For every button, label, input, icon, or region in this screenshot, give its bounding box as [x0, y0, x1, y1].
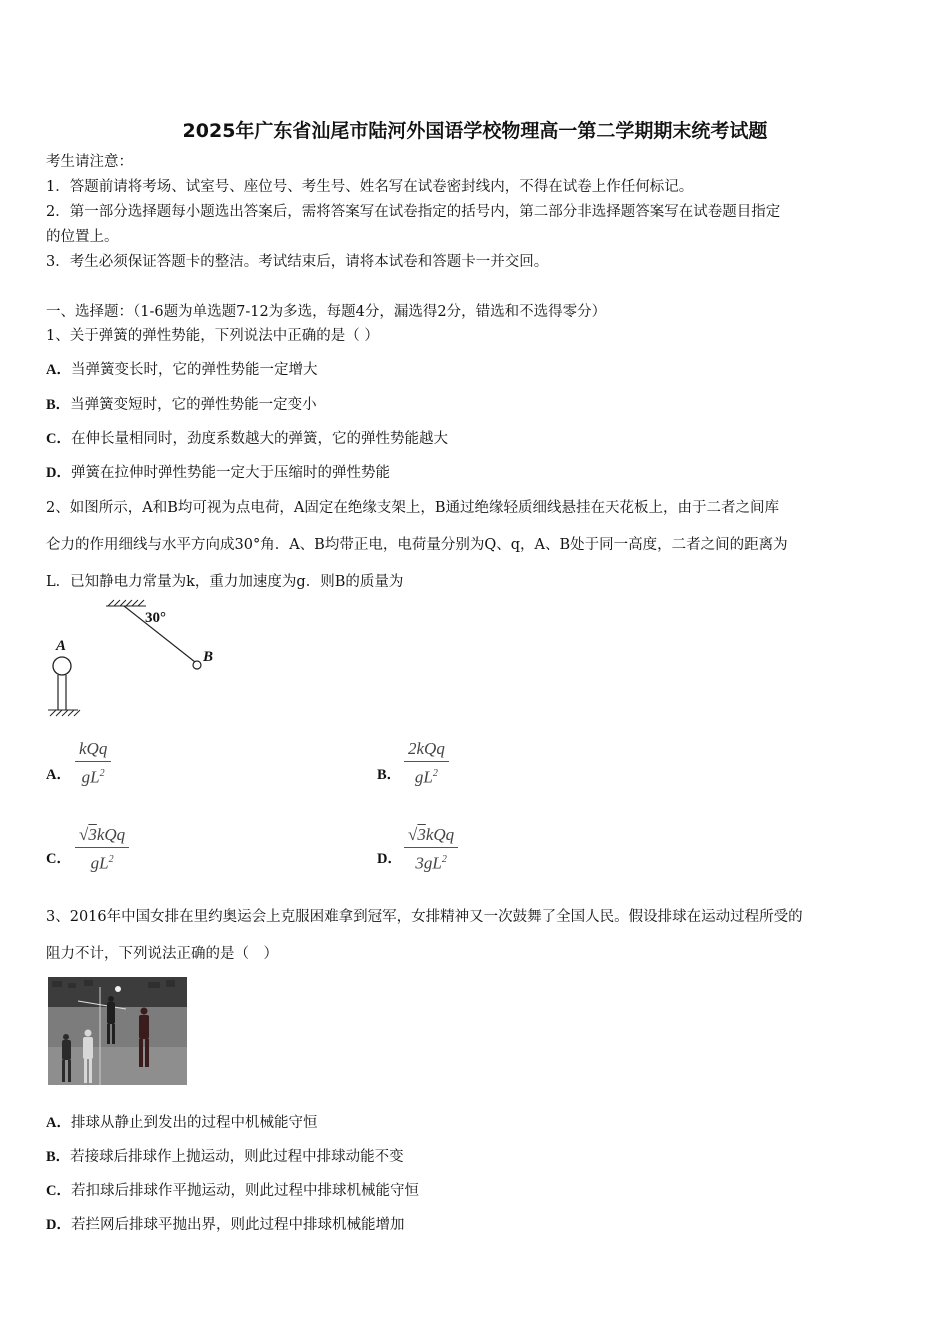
- ground-hatch: [48, 710, 80, 716]
- option-label: C．: [46, 1183, 71, 1199]
- q2-option-b-label[interactable]: [377, 765, 401, 785]
- formula-numerator: kQq: [79, 739, 108, 758]
- volleyball-photo: [48, 977, 187, 1085]
- q1-option-a[interactable]: [46, 360, 317, 380]
- option-label: C．: [46, 431, 71, 447]
- option-text: 若扣球后排球作平抛运动，则此过程中排球机械能守恒: [70, 1183, 419, 1199]
- formula-exponent: 2: [108, 854, 114, 865]
- q3-option-b[interactable]: [46, 1147, 404, 1167]
- q2-option-c-formula: [75, 824, 129, 875]
- q2-option-b-formula: [404, 738, 449, 789]
- option-text: 在伸长量相同时，劲度系数越大的弹簧，它的弹性势能越大: [70, 431, 448, 447]
- formula-numerator: kQq: [425, 825, 455, 844]
- q3-stem-line: 3、2016年中国女排在里约奥运会上克服困难拿到冠军，女排精神又一次鼓舞了全国人民。假设排球在运动过程所受的: [46, 909, 803, 925]
- label-a: A: [56, 638, 67, 654]
- sqrt-sign: √: [79, 825, 89, 844]
- q2-option-a-label[interactable]: [46, 765, 71, 785]
- formula-exponent: 2: [99, 768, 105, 779]
- option-label: D．: [46, 1217, 71, 1233]
- q2-option-c-label[interactable]: [46, 849, 71, 869]
- volleyball: [115, 986, 121, 992]
- option-text: 弹簧在拉伸时弹性势能一定大于压缩时的弹性势能: [70, 465, 390, 481]
- notice-item: 2．第一部分选择题每小题选出答案后，需将答案写在试卷指定的括号内，第二部分非选择题答案写在试卷题目指定: [46, 204, 781, 220]
- fraction-bar: [404, 847, 458, 848]
- formula-denominator: gL: [90, 853, 109, 873]
- q1-option-d[interactable]: [46, 463, 390, 483]
- q2-option-d-label[interactable]: [377, 849, 402, 869]
- fraction-bar: [75, 847, 129, 848]
- option-text: 当弹簧变长时，它的弹性势能一定增大: [70, 362, 318, 378]
- formula-numerator: kQq: [96, 825, 126, 844]
- option-label: A．: [46, 1115, 71, 1131]
- option-label: B．: [46, 1149, 71, 1165]
- angle-label: 30°: [145, 610, 166, 626]
- option-label: A．: [46, 767, 71, 783]
- notice-item: 3．考生必须保证答题卡的整洁。考试结束后，请将本试卷和答题卡一并交回。: [46, 254, 549, 270]
- section-heading: 一、选择题：（1-6题为单选题7-12为多选，每题4分，漏选得2分，错选和不选得零分）: [46, 304, 607, 320]
- formula-denominator: 3gL: [415, 853, 442, 873]
- charge-diagram: [40, 598, 230, 723]
- option-text: 若拦网后排球平抛出界，则此过程中排球机械能增加: [70, 1217, 405, 1233]
- formula-exponent: 2: [441, 854, 447, 865]
- option-label: B．: [46, 397, 71, 413]
- option-label: C．: [46, 851, 71, 867]
- formula-exponent: 2: [432, 768, 438, 779]
- exam-title: 2025年广东省汕尾市陆河外国语学校物理高一第二学期期末统考试题: [182, 120, 768, 142]
- formula-denominator: gL: [414, 767, 433, 787]
- option-label: D．: [46, 465, 71, 481]
- notice-item: 1．答题前请将考场、试室号、座位号、考生号、姓名写在试卷密封线内，不得在试卷上作任何标记。: [46, 179, 694, 195]
- notice-heading: 考生请注意：: [46, 154, 133, 170]
- option-label: D．: [377, 851, 402, 867]
- label-b: B: [203, 649, 214, 665]
- q2-stem-line: 仑力的作用细线与水平方向成30°角．A、B均带正电，电荷量分别为Q、q，A、B处于同一高度，二者之间的距离为: [46, 537, 788, 553]
- formula-radicand: 3: [88, 825, 97, 844]
- q2-stem-line: L．已知静电力常量为k，重力加速度为g．则B的质量为: [46, 574, 404, 590]
- formula-denominator: gL: [81, 767, 100, 787]
- charge-a: [53, 657, 71, 675]
- q2-stem-line: 2、如图所示，A和B均可视为点电荷，A固定在绝缘支架上，B通过绝缘轻质细线悬挂在天花板上，由于二者之间库: [46, 500, 779, 516]
- q3-option-a[interactable]: [46, 1113, 317, 1133]
- q3-option-c[interactable]: [46, 1181, 419, 1201]
- q2-option-d-formula: [404, 824, 458, 875]
- formula-numerator: 2kQq: [408, 739, 445, 758]
- option-label: B．: [377, 767, 402, 783]
- notice-item: 的位置上。: [46, 229, 119, 245]
- fraction-bar: [404, 761, 449, 762]
- q1-option-b[interactable]: [46, 395, 317, 415]
- formula-radicand: 3: [417, 825, 426, 844]
- q3-option-d[interactable]: [46, 1215, 404, 1235]
- fraction-bar: [75, 761, 111, 762]
- option-label: A．: [46, 362, 71, 378]
- sqrt-sign: √: [408, 825, 418, 844]
- ceiling-hatch: [106, 600, 146, 606]
- option-text: 排球从静止到发出的过程中机械能守恒: [70, 1115, 318, 1131]
- q2-option-a-formula: [75, 738, 111, 789]
- option-text: 当弹簧变短时，它的弹性势能一定变小: [70, 397, 317, 413]
- charge-b: [193, 661, 201, 669]
- option-text: 若接球后排球作上抛运动，则此过程中排球动能不变: [70, 1149, 404, 1165]
- q1-option-c[interactable]: [46, 429, 448, 449]
- q1-stem: 1、关于弹簧的弹性势能，下列说法中正确的是（ ）: [46, 328, 379, 344]
- q3-stem-line: 阻力不计，下列说法正确的是（ ）: [46, 946, 278, 962]
